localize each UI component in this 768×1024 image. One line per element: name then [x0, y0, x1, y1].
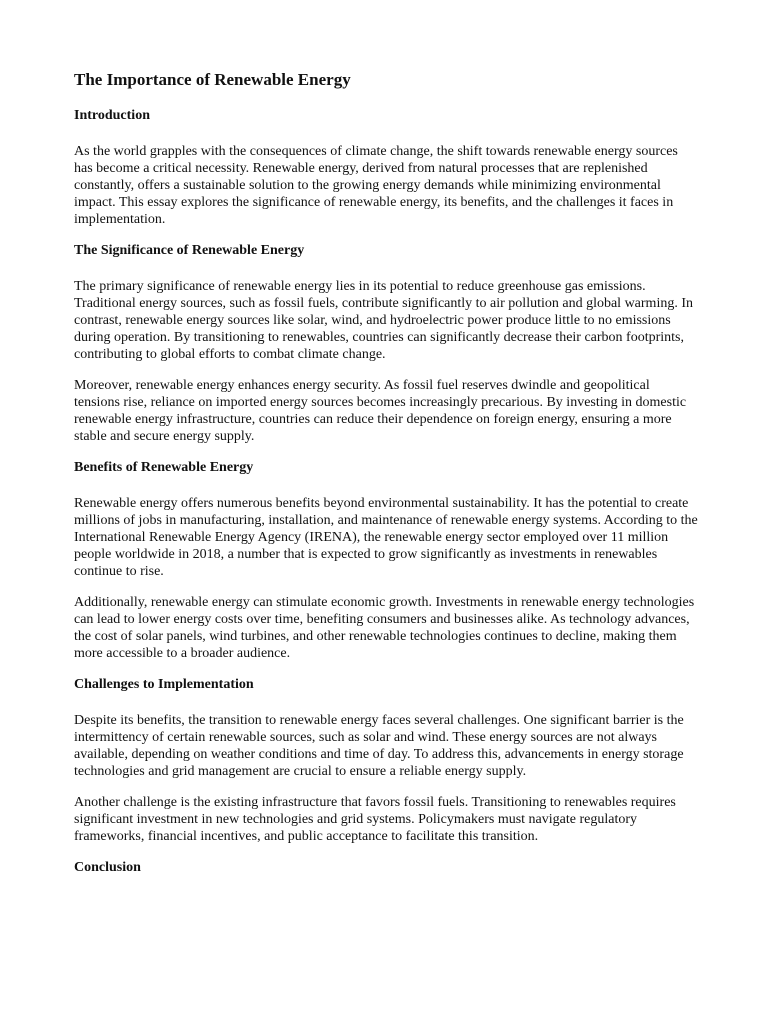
paragraph-benefits-economy: Additionally, renewable energy can stimulate economic growth. Investments in renewable energy technologies can lead to lower energy costs over time, benefiting consumers and businesses alike. As technology advances, the cost of solar panels, wind turbines, and other renewable technologies continues to decline, making them more accessible to a broader audience.	[74, 595, 695, 661]
paragraph-introduction: As the world grapples with the consequences of climate change, the shift towards renewable energy sources has become a critical necessity. Renewable energy, derived from natural processes that are replenished constantly, offers a sustainable solution to the growing energy demands while minimizing environmental impact. This essay explores the significance of renewable energy, its benefits, and the challenges it faces in implementation.	[74, 144, 678, 227]
document-title: The Importance of Renewable Energy	[74, 70, 351, 89]
section-heading-challenges: Challenges to Implementation	[74, 677, 254, 692]
paragraph-challenges-intermittency: Despite its benefits, the transition to renewable energy faces several challenges. One significant barrier is the intermittency of certain renewable sources, such as solar and wind. These energy sources are not always available, depending on weather conditions and time of day. To address this, advancements in energy storage technologies and grid management are crucial to ensure a reliable energy supply.	[74, 713, 684, 779]
paragraph-benefits-jobs: Renewable energy offers numerous benefits beyond environmental sustainability. It has the potential to create millions of jobs in manufacturing, installation, and maintenance of renewable energy systems. According to the International Renewable Energy Agency (IRENA), the renewable energy sector employed over 11 million people worldwide in 2018, a number that is expected to grow significantly as investments in renewables continue to rise.	[74, 496, 698, 579]
section-heading-benefits: Benefits of Renewable Energy	[74, 460, 254, 475]
section-heading-introduction: Introduction	[74, 108, 150, 123]
paragraph-significance-security: Moreover, renewable energy enhances energy security. As fossil fuel reserves dwindle and geopolitical tensions rise, reliance on imported energy sources becomes increasingly precarious. By investing in domestic renewable energy infrastructure, countries can reduce their dependence on foreign energy, ensuring a more stable and secure energy supply.	[74, 378, 687, 444]
section-heading-significance: The Significance of Renewable Energy	[74, 243, 305, 258]
paragraph-challenges-infrastructure: Another challenge is the existing infrastructure that favors fossil fuels. Transitioning to renewables requires significant investment in new technologies and grid systems. Policymakers must navigate regulatory frameworks, financial incentives, and public acceptance to facilitate this transition.	[74, 795, 676, 844]
section-heading-conclusion: Conclusion	[74, 860, 141, 875]
paragraph-significance-emissions: The primary significance of renewable energy lies in its potential to reduce greenhouse gas emissions. Traditional energy sources, such as fossil fuels, contribute significantly to air pollution and global warming. In contrast, renewable energy sources like solar, wind, and hydroelectric power produce little to no emissions during operation. By transitioning to renewables, countries can significantly decrease their carbon footprints, contributing to global efforts to combat climate change.	[74, 279, 694, 362]
